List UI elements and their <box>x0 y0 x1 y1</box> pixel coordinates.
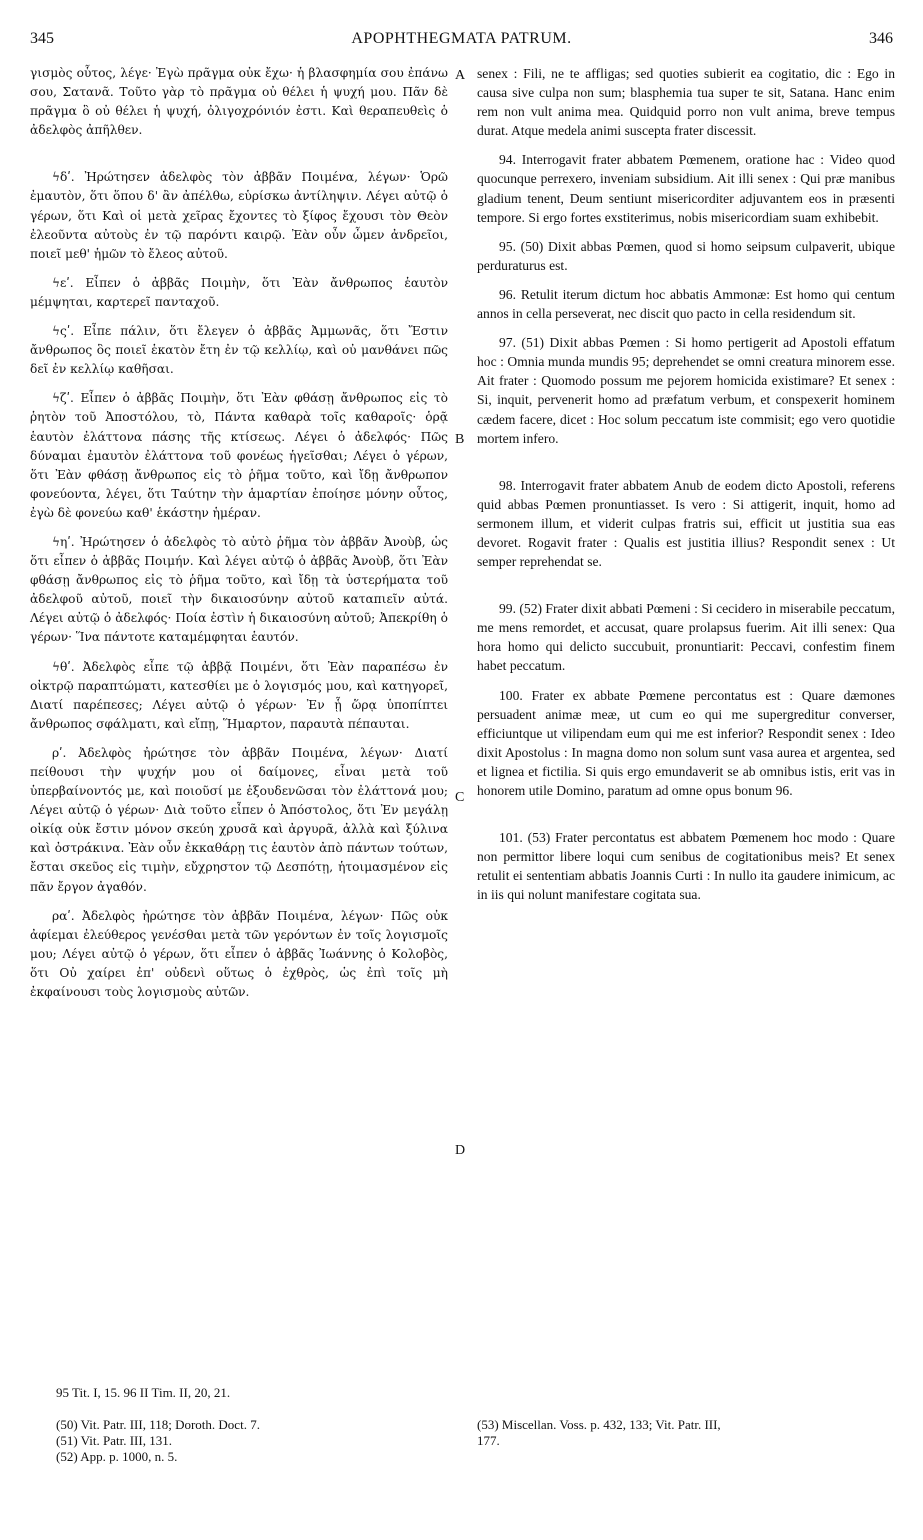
greek-paragraph: ϟηʹ. Ἠρώτησεν ὁ ἀδελφὸς τὸ αὐτὸ ῥῆμα τὸν ἀββᾶν Ἀνοὺβ, ὡς ὅτι εἶπεν ὁ ἀββᾶς Ποιμήν. Καὶ λέγει αὐτῷ ὁ ἀββᾶς Ἀνοὺβ, ὅτι Ἐὰν φθάσῃ ἄνθρωπος εἰς τὸ ῥῆμα τοῦτο, καὶ ἴδῃ τὰ ὑστερήματα τοῦ ἀδελφοῦ αὐτοῦ, ποιεῖ τὴν δικαιοσύνην αὐτοῦ καταπιεῖν αὐτά. Λέγει αὐτῷ ὁ ἀδελφός· Ποία ἐστὶν ἡ δικαιοσύνη αὐτοῦ; Ἀπεκρίθη ὁ γέρων· Ἵνα πάντοτε καταμέμφηται ἑαυτόν. <box>30 534 448 645</box>
page-number-right: 346 <box>869 30 893 47</box>
latin-paragraph: 100. Frater ex abbate Pœmene percontatus est : Quare dæmones persuadent animæ meæ, ut cum eo qui me supergreditur converser, efficiuntque ut vilipendam eum qui me est inferior? Respondit senex : Ideo dixit Apostolus : In magna domo non solum sunt vasa aurea et argentea, sed et lignea et fictilia. Si quis ergo emundaverit se ab omnibus istis, erit vas in honorem utile Domino, paratum ad omne opus bonum 96. <box>477 687 895 798</box>
source-footnote: 177. <box>477 1433 500 1448</box>
latin-column <box>477 64 895 914</box>
greek-paragraph: γισμὸς οὗτος, λέγε· Ἐγὼ πρᾶγμα οὐκ ἔχω· ἡ βλασφημία σου ἐπάνω σου, Σατανᾶ. Τοῦτο γὰρ τὸ πρᾶγμα οὐ θέλει ἡ ψυχή μου. Πᾶν δὲ πρᾶγμα ὃ οὐ θέλει ἡ ψυχή, ὀλιγοχρόνιόν ἐστι. Καὶ θεραπευθεὶς ὁ ἀδελφὸς ἀπῆλθεν. <box>30 66 448 138</box>
source-footnote: (50) Vit. Patr. III, 118; Doroth. Doct. 7. <box>56 1417 260 1432</box>
scripture-footnote: 95 Tit. I, 15. 96 II Tim. II, 20, 21. <box>56 1385 231 1400</box>
latin-paragraph: 98. Interrogavit frater abbatem Anub de eodem dicto Apostoli, referens quid abbas Pœmen pronuntiasset. Is vero : Si attigerit, inquit, homo ad sermonem illum, et viderit culpas fratris sui, efficit ut justitia sua eas devoret. Rogavit frater : Qualis est justitia illius? Respondit senex : Ut semper reprehendat se. <box>477 477 895 570</box>
margin-letter-b: B <box>455 432 465 447</box>
running-header <box>30 30 893 56</box>
margin-letter-c: C <box>455 790 465 805</box>
latin-paragraph: 96. Retulit iterum dictum hoc abbatis Ammonæ: Est homo qui centum annos in cella perseverat, nec discit quo pacto in cella residendum sit. <box>477 286 895 322</box>
greek-paragraph: ϟθʹ. Ἀδελφὸς εἶπε τῷ ἀββᾷ Ποιμένι, ὅτι Ἐὰν παραπέσω ἐν οἰκτρῷ παραπτώματι, κατεσθίει με ὁ λογισμός μου, καὶ κατηγορεῖ, Διατί παρέπεσες; Λέγει αὐτῷ ὁ γέρων· Ἐν ᾗ ὥρᾳ ὑποπίπτει ἄνθρωπος σφάλματι, καὶ εἴπῃ, Ἥμαρτον, παραυτὰ πέπαυται. <box>30 659 448 731</box>
latin-paragraph: 101. (53) Frater percontatus est abbatem Pœmenem hoc modo : Quare non permittor libere loqui cum senibus de cogitationibus meis? Et senex retulit ei sententiam abbatis Joannis Curti : In nullo ita gaudere inimicum, ac in iis qui nolunt manifestare cogitata sua. <box>477 830 895 903</box>
greek-paragraph: ϟςʹ. Εἶπε πάλιν, ὅτι ἔλεγεν ὁ ἀββᾶς Ἀμμωνᾶς, ὅτι Ἔστιν ἄνθρωπος ὃς ποιεῖ ἑκατὸν ἔτη ἐν τῷ κελλίῳ, καὶ οὐ μανθάνει πῶς δεῖ ἐν κελλίῳ καθῆσαι. <box>30 324 448 377</box>
latin-paragraph: 99. (52) Frater dixit abbati Pœmeni : Si cecidero in miserabile peccatum, me mens remordet, et accusat, quare prolapsus fuerim. Ait illi senex: Qua hora homo qui delicto succubuit, pronuntiarit: Peccavi, confestim finem habet peccatum. <box>477 601 895 674</box>
greek-paragraph: ραʹ. Ἀδελφὸς ἠρώτησε τὸν ἀββᾶν Ποιμένα, λέγων· Πῶς οὐκ ἀφίεμαι ἐλεύθερος γενέσθαι μετὰ τῶν γερόντων ἐν τοῖς λογισμοῖς μου; Λέγει αὐτῷ ὁ γέρων, ὅτι εἶπεν ὁ ἀββᾶς Ἰωάννης ὁ Κολοβὸς, ὅτι Οὐ χαίρει ἐπ' οὐδενὶ οὕτως ὁ ἐχθρὸς, ὡς ἐπὶ τοῖς μὴ ἐκφαίνουσι τοὺς λογισμοὺς αὐτῶν. <box>30 908 448 1000</box>
margin-letter-a: A <box>455 68 466 83</box>
greek-paragraph: ϟζʹ. Εἶπεν ὁ ἀββᾶς Ποιμὴν, ὅτι Ἐὰν φθάσῃ ἄνθρωπος εἰς τὸ ῥητὸν τοῦ Ἀποστόλου, τὸ, Πάντα καθαρὰ τοῖς καθαροῖς· ὁρᾷ ἑαυτὸν ἐλάττονα πάσης τῆς κτίσεως. Λέγει ὁ ἀδελφός· Πῶς δύναμαι ἐμαυτὸν ἐλάττονα τοῦ φονέως ἡγεῖσθαι; Λέγει ὁ γέρων, ὅτι Ἐὰν φθάσῃ ἄνθρωπος εἰς τὸ ῥῆμα τοῦτο, καὶ ἴδῃ ἄνθρωπον φονεύοντα, λέγει, ὅτι Ταύτην τὴν ἁμαρτίαν ἐποίησε μόνην οὗτος, ἐγὼ δὲ φονεύω καθ' ἑκάστην ἡμέραν. <box>30 391 448 520</box>
source-footnote: (51) Vit. Patr. III, 131. <box>56 1433 172 1448</box>
latin-paragraph: 94. Interrogavit frater abbatem Pœmenem, oratione hac : Video quod quocunque perrexero, inveniam subsidium. Ait illi senex : Qui præ manibus gladium tenent, Deum sentiunt misericorditer adjuvantem eos in præsenti tempore. Si ergo fortes exstiterimus, nobis misericordiam suam exhibebit. <box>477 152 895 225</box>
greek-paragraph: ϟδʹ. Ἠρώτησεν ἀδελφὸς τὸν ἀββᾶν Ποιμένα, λέγων· Ὁρῶ ἐμαυτὸν, ὅτι ὅπου δ' ἂν ἀπέλθω, εὑρίσκω ἀντίληψιν. Λέγει αὐτῷ ὁ γέρων, ὅτι Καὶ οἱ μετὰ χεῖρας ἔχοντες τὸ ξίφος ἔχουσι τὸν Θεὸν ἐλεοῦντα αὐτοὺς ἐν τῷ παρόντι καιρῷ. Ἐὰν οὖν ὦμεν ἀνδρεῖοι, ποιεῖ μεθ' ἡμῶν τὸ ἔλεος αὐτοῦ. <box>30 170 448 261</box>
page-number-left: 345 <box>30 30 54 47</box>
latin-paragraph: senex : Fili, ne te affligas; sed quoties subierit ea cogitatio, dic : Ego in causa sive culpa non sum; blasphemia tua super te sit, Satana. Hanc enim rem non vult anima mea. Quidquid porro non vult anima, breve tempus durat. Atque medela animi suscepta frater discessit. <box>477 66 895 139</box>
running-title: APOPHTHEGMATA PATRUM. <box>351 30 572 47</box>
source-footnote: (53) Miscellan. Voss. p. 432, 133; Vit. Patr. III, <box>477 1417 721 1432</box>
greek-column <box>30 64 448 1012</box>
latin-paragraph: 97. (51) Dixit abbas Pœmen : Si homo pertigerit ad Apostoli effatum hoc : Omnia munda mundis 95; deprehendet se omni creatura minorem esse. Ait frater : Quomodo possum me pejorem homicida existimare? Et senex : Si, inquit, pervenerit homo ad præfatum verbum, et conspexerit hominem cædem facere, dicet : Hoc solum peccatum iste commisit; ego vero quotidie mortem infero. <box>477 335 895 446</box>
greek-paragraph: ϟεʹ. Εἶπεν ὁ ἀββᾶς Ποιμὴν, ὅτι Ἐὰν ἄνθρωπος ἑαυτὸν μέμψηται, καρτερεῖ πανταχοῦ. <box>30 275 448 309</box>
source-footnotes-right <box>477 1417 721 1449</box>
scripture-footnotes <box>56 1385 230 1401</box>
source-footnotes-left <box>56 1417 260 1465</box>
source-footnote: (52) App. p. 1000, n. 5. <box>56 1449 178 1464</box>
margin-letter-d: D <box>455 1143 466 1158</box>
latin-paragraph: 95. (50) Dixit abbas Pœmen, quod si homo seipsum culpaverit, ubique perduraturus est. <box>477 238 895 273</box>
greek-paragraph: ρʹ. Ἀδελφὸς ἠρώτησε τὸν ἀββᾶν Ποιμένα, λέγων· Διατί πείθουσι τὴν ψυχήν μου οἱ δαίμονες, εἶναι μετὰ τοῦ ὑπερβαίνοντός με, καὶ ποιοῦσί με ἐξουδενῶσαι τὸν ἐλάττονά μου; Λέγει αὐτῷ ὁ γέρων· Διὰ τοῦτο εἶπεν ὁ Ἀπόστολος, ὅτι Ἐν μεγάλῃ οἰκίᾳ οὐκ ἔστιν μόνον σκεύη χρυσᾶ καὶ ἀργυρᾶ, ἀλλὰ καὶ ξύλινα καὶ ὀστράκινα. Ἐὰν οὖν ἐκκαθάρῃ τις ἑαυτὸν ἀπὸ πάντων τούτων, ἔσται σκεῦος εἰς τιμὴν, εὔχρηστον τῷ Δεσπότῃ, ἡτοιμασμένον εἰς πᾶν ἔργον ἀγαθόν. <box>30 745 448 894</box>
